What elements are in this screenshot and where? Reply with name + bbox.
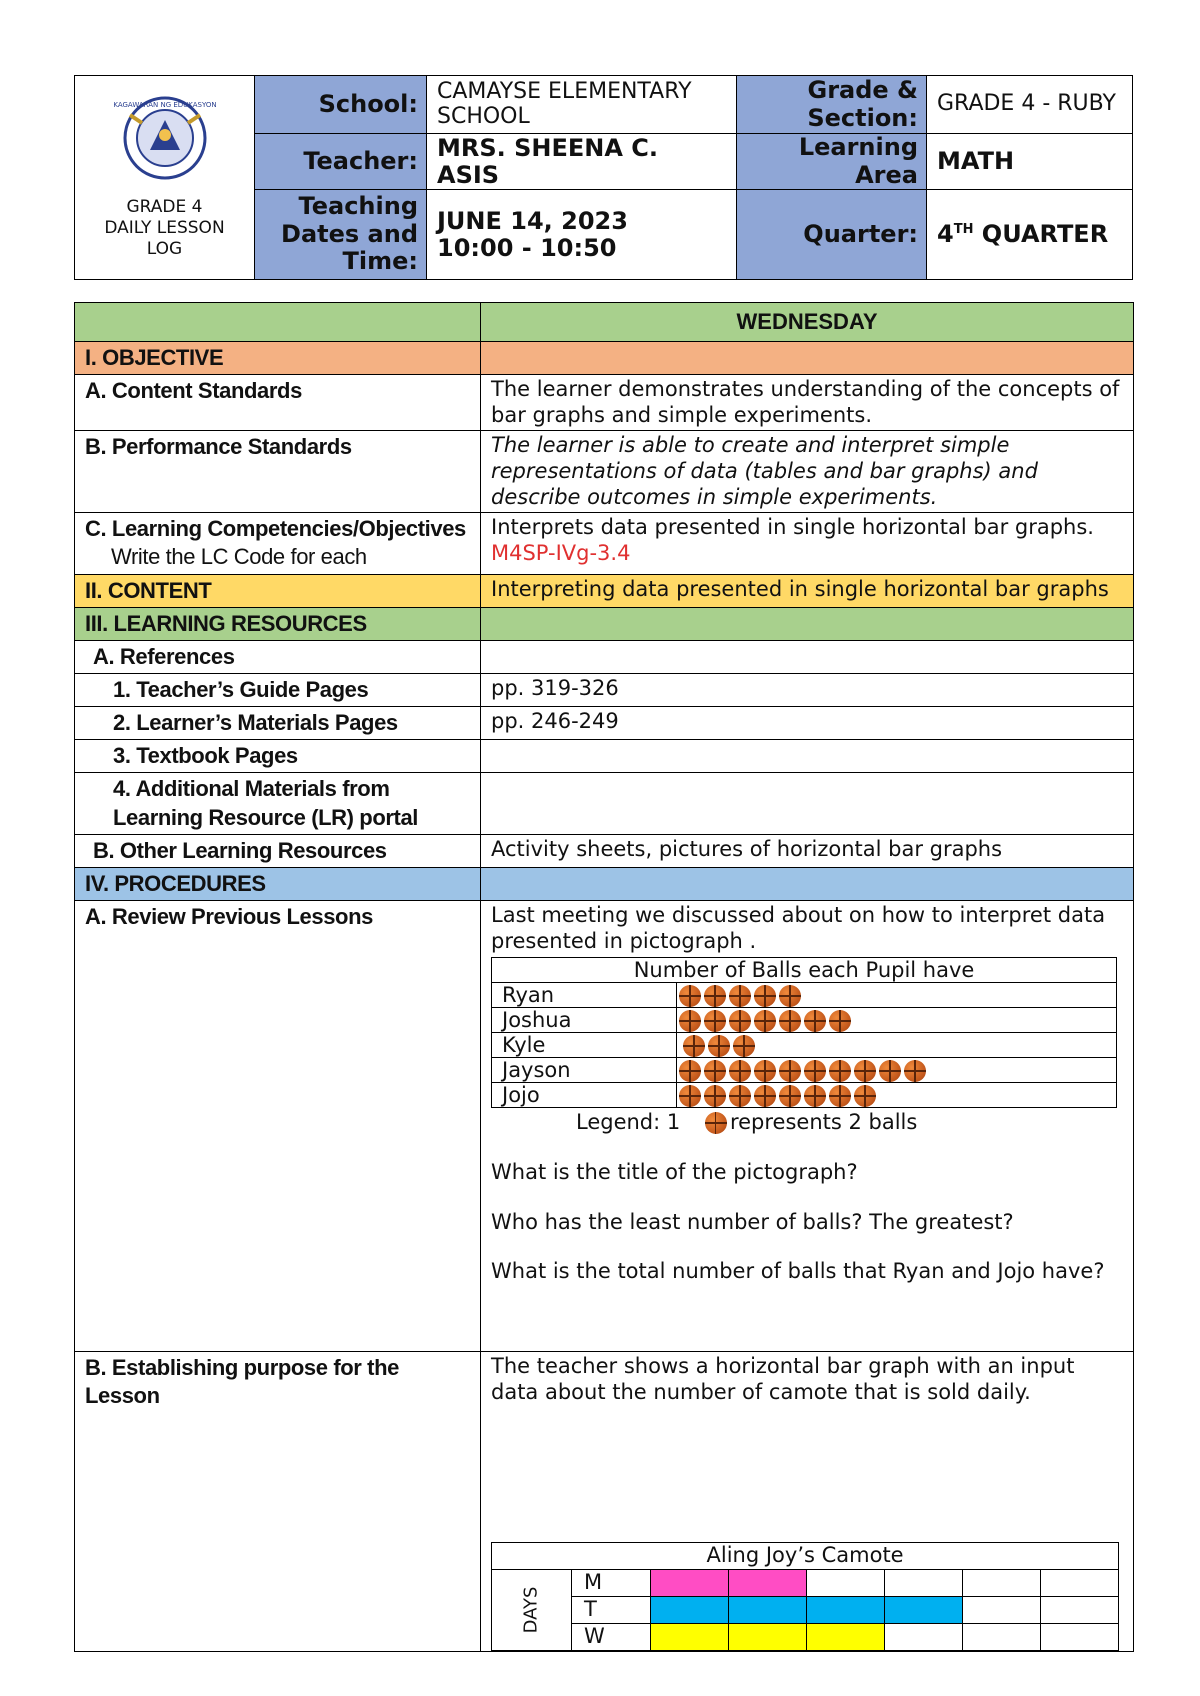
ball-icon (779, 1010, 801, 1032)
pictograph-row (492, 1033, 1117, 1058)
day-header: WEDNESDAY (481, 303, 1134, 342)
bar-row (492, 1597, 1119, 1624)
additional-materials-label: 4. Additional Materials from Learning Resource (LR) portal (75, 773, 481, 834)
ball-icon (733, 1035, 755, 1057)
resources-heading: III. LEARNING RESOURCES (75, 607, 481, 640)
bar-graph-table (491, 1542, 1119, 1651)
content-standards-value: The learner demonstrates understanding of the concepts of bar graphs and simple experiments. (481, 375, 1134, 431)
pictograph-row (492, 1058, 1117, 1083)
question-1: What is the title of the pictograph? (491, 1159, 858, 1184)
ball-icon (679, 1060, 701, 1082)
pupil-balls (677, 1058, 1117, 1083)
lesson-table (74, 302, 1134, 1652)
pupil-balls (677, 1083, 1117, 1108)
competencies-cell (75, 513, 481, 574)
pictograph-title: Number of Balls each Pupil have (492, 958, 1117, 983)
resources-heading-blank (481, 607, 1134, 640)
bar-graph-rows (492, 1570, 1119, 1651)
ball-icon (729, 1085, 751, 1107)
lc-code: M4SP-IVg-3.4 (491, 540, 631, 565)
learning-area-label: Learning Area (737, 134, 927, 190)
objective-heading: I. OBJECTIVE (75, 342, 481, 375)
question-3: What is the total number of balls that Ryan and Jojo have? (491, 1259, 1105, 1284)
ball-icon (829, 1010, 851, 1032)
textbook-label: 3. Textbook Pages (75, 740, 481, 773)
content-heading: II. CONTENT (75, 574, 481, 607)
logo-caption-2: DAILY LESSON (104, 217, 225, 238)
teacher-label: Teacher: (255, 134, 427, 190)
logo-caption-1: GRADE 4 (126, 196, 203, 217)
ball-icon (804, 1010, 826, 1032)
bar-segment (651, 1570, 729, 1597)
ball-icon (754, 1060, 776, 1082)
ball-icon (708, 1035, 730, 1057)
question-2: Who has the least number of balls? The greatest? (491, 1209, 1014, 1234)
purpose-content (481, 1352, 1134, 1652)
empty-cell (963, 1624, 1041, 1651)
ball-icon (854, 1060, 876, 1082)
additional-materials-blank (481, 773, 1134, 834)
pictograph-rows (492, 983, 1117, 1108)
ball-icon (683, 1035, 705, 1057)
ball-icon (729, 1060, 751, 1082)
ball-icon (804, 1060, 826, 1082)
textbook-blank (481, 740, 1134, 773)
ball-icon (729, 985, 751, 1007)
bar-graph-title: Aling Joy’s Camote (492, 1543, 1119, 1570)
competencies-value (481, 513, 1134, 574)
competencies-label: C. Learning Competencies/Objectives (85, 516, 466, 542)
ball-icon (829, 1085, 851, 1107)
performance-standards-value: The learner is able to create and interpret simple representations of data (tables and bar graphs) and describe outcomes in simple experiments. (481, 431, 1134, 513)
pupil-balls (677, 983, 1117, 1008)
grade-label: Grade & Section: (737, 76, 927, 134)
review-label: A. Review Previous Lessons (75, 901, 481, 1352)
empty-cell (807, 1570, 885, 1597)
logo-arc-text: KAGAWARAN NG EDUKASYON (112, 100, 217, 109)
header-table (74, 75, 1133, 280)
bar-segment (807, 1624, 885, 1651)
ball-icon (754, 1010, 776, 1032)
day-label: T (572, 1597, 651, 1624)
deped-seal-icon (110, 95, 220, 181)
bar-segment (729, 1597, 807, 1624)
legend-ball-icon (705, 1112, 727, 1134)
logo-caption-3: LOG (146, 239, 183, 260)
day-label: M (572, 1570, 651, 1597)
ball-icon (704, 1010, 726, 1032)
pictograph-table (491, 957, 1117, 1108)
quarter-label: Quarter: (737, 190, 927, 280)
days-axis-label (492, 1570, 572, 1651)
ball-icon (829, 1060, 851, 1082)
purpose-label: B. Establishing purpose for the Lesson (75, 1352, 481, 1652)
review-intro: Last meeting we discussed about on how to interpret data presented in pictograph . (491, 903, 1106, 953)
pupil-name: Jayson (492, 1058, 677, 1083)
ball-icon (779, 1085, 801, 1107)
performance-standards-label: B. Performance Standards (75, 431, 481, 513)
competencies-sub: Write the LC Code for each (111, 544, 367, 570)
content-value: Interpreting data presented in single horizontal bar graphs (481, 574, 1134, 607)
pupil-balls (677, 1008, 1117, 1033)
teacher-value: MRS. SHEENA C. ASIS (427, 134, 737, 190)
ball-icon (679, 1085, 701, 1107)
empty-cell (963, 1570, 1041, 1597)
ball-icon (854, 1085, 876, 1107)
teachers-guide-value: pp. 319-326 (481, 673, 1134, 706)
content-standards-label: A. Content Standards (75, 375, 481, 431)
ball-icon (729, 1010, 751, 1032)
school-value: CAMAYSE ELEMENTARY SCHOOL (427, 76, 737, 134)
purpose-text: The teacher shows a horizontal bar graph with an input data about the number of camote that is sold daily. (491, 1354, 1075, 1404)
ball-icon (754, 985, 776, 1007)
pictograph-row (492, 983, 1117, 1008)
other-resources-label: B. Other Learning Resources (75, 834, 481, 867)
bar-segment (651, 1597, 729, 1624)
learners-materials-value: pp. 246-249 (481, 707, 1134, 740)
pictograph-row (492, 1083, 1117, 1108)
quarter-word: QUARTER (973, 220, 1109, 249)
other-resources-value: Activity sheets, pictures of horizontal bar graphs (481, 834, 1134, 867)
review-content (481, 901, 1134, 1352)
ball-icon (904, 1060, 926, 1082)
dates-label: Teaching Dates and Time: (255, 190, 427, 280)
pictograph-legend (491, 1110, 1123, 1136)
bar-segment (729, 1570, 807, 1597)
day-label: W (572, 1624, 651, 1651)
bar-row (492, 1624, 1119, 1651)
pupil-name: Ryan (492, 983, 677, 1008)
ball-icon (754, 1085, 776, 1107)
empty-cell (1041, 1624, 1119, 1651)
learning-area-value: MATH (927, 134, 1133, 190)
ball-icon (804, 1085, 826, 1107)
legend-pre: Legend: 1 (576, 1110, 681, 1135)
ball-icon (679, 985, 701, 1007)
ball-icon (779, 985, 801, 1007)
pupil-balls (677, 1033, 1117, 1058)
time-text: 10:00 - 10:50 (437, 233, 617, 262)
bar-row (492, 1570, 1119, 1597)
references-label: A. References (75, 640, 481, 673)
bar-segment (651, 1624, 729, 1651)
legend-post: represents 2 balls (729, 1110, 918, 1135)
ball-icon (779, 1060, 801, 1082)
quarter-number: 4 (937, 220, 954, 249)
ball-icon (679, 1010, 701, 1032)
pupil-name: Kyle (492, 1033, 677, 1058)
quarter-superscript: TH (953, 222, 974, 238)
dates-value (427, 190, 737, 280)
bar-segment (885, 1597, 963, 1624)
pupil-name: Joshua (492, 1008, 677, 1033)
bar-segment (807, 1597, 885, 1624)
pupil-name: Jojo (492, 1083, 677, 1108)
school-label: School: (255, 76, 427, 134)
references-blank (481, 640, 1134, 673)
bar-segment (729, 1624, 807, 1651)
empty-cell (1041, 1597, 1119, 1624)
teachers-guide-label: 1. Teacher’s Guide Pages (75, 673, 481, 706)
ball-icon (879, 1060, 901, 1082)
objective-heading-blank (481, 342, 1134, 375)
ball-icon (704, 1085, 726, 1107)
deped-logo-cell (75, 76, 255, 280)
procedures-heading: IV. PROCEDURES (75, 867, 481, 900)
quarter-value (927, 190, 1133, 280)
empty-cell (885, 1624, 963, 1651)
empty-cell (963, 1597, 1041, 1624)
date-text: JUNE 14, 2023 (437, 206, 628, 235)
ball-icon (704, 985, 726, 1007)
days-axis-text: DAYS (520, 1586, 542, 1634)
learners-materials-label: 2. Learner’s Materials Pages (75, 707, 481, 740)
grade-value: GRADE 4 - RUBY (927, 76, 1133, 134)
competencies-text: Interprets data presented in single horizontal bar graphs. (491, 515, 1094, 540)
procedures-heading-blank (481, 867, 1134, 900)
day-header-blank (75, 303, 481, 342)
ball-icon (704, 1060, 726, 1082)
pictograph-row (492, 1008, 1117, 1033)
empty-cell (1041, 1570, 1119, 1597)
empty-cell (885, 1570, 963, 1597)
